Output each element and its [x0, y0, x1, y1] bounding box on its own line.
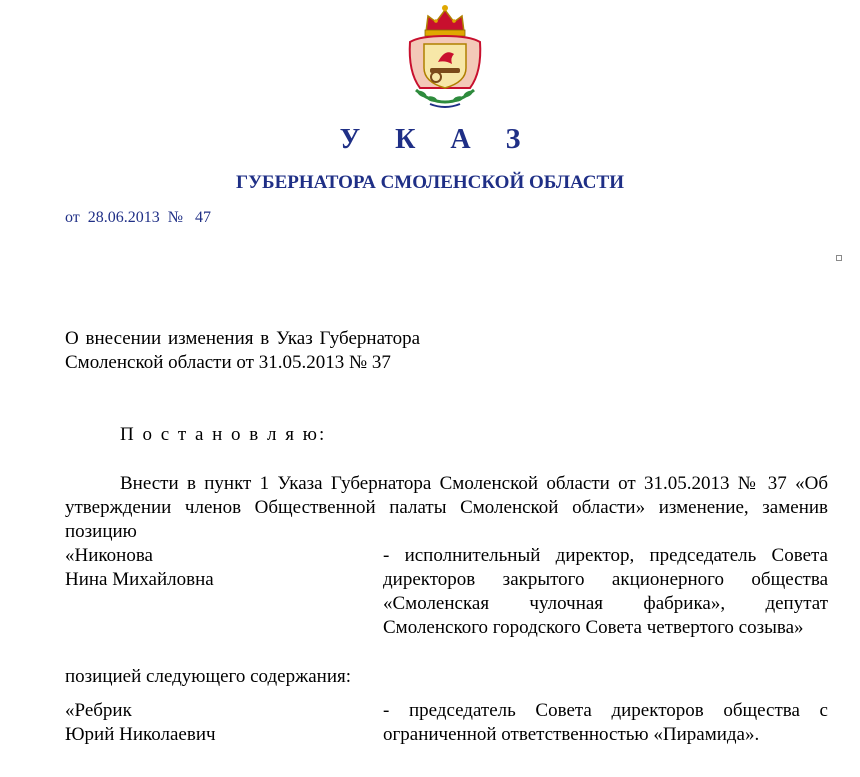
margin-marker — [836, 255, 842, 261]
decree-word: П о с т а н о в л я ю: — [120, 424, 327, 445]
document-subject: О внесении изменения в Указ Губернатора Смоленской области от 31.05.2013 № 37 — [65, 328, 420, 373]
new-entry-name — [65, 699, 355, 747]
new-entry-position: - председатель Совета директоров общества с ограниченной ответственностью «Пирамида». — [383, 700, 828, 745]
old-entry-name — [65, 544, 355, 592]
body-paragraph: Внести в пункт 1 Указа Губернатора Смоленской области от 31.05.2013 № 37 «Об утверждении членов Общественной палаты Смоленской области» изменение, заменив позицию — [65, 473, 828, 542]
smolensk-coat-of-arms-icon — [390, 2, 500, 112]
old-entry-position: - исполнительный директор, председатель Совета директоров закрытого акционерного общества «Смоленская чулочная фабрика», депутат Смоленского городского Совета четвертого созыва» — [383, 545, 828, 638]
document-subtitle: ГУБЕРНАТОРА СМОЛЕНСКОЙ ОБЛАСТИ — [236, 172, 624, 193]
new-entry-given-names: Юрий Николаевич — [65, 724, 216, 745]
replacement-intro: позицией следующего содержания: — [65, 666, 352, 687]
old-entry-surname: «Никонова — [65, 545, 153, 566]
old-entry-given-names: Нина Михайловна — [65, 569, 214, 590]
document-date-number: от 28.06.2013 № 47 — [65, 209, 212, 226]
document-title: У К А З — [339, 124, 535, 155]
new-entry-surname: «Ребрик — [65, 700, 132, 721]
